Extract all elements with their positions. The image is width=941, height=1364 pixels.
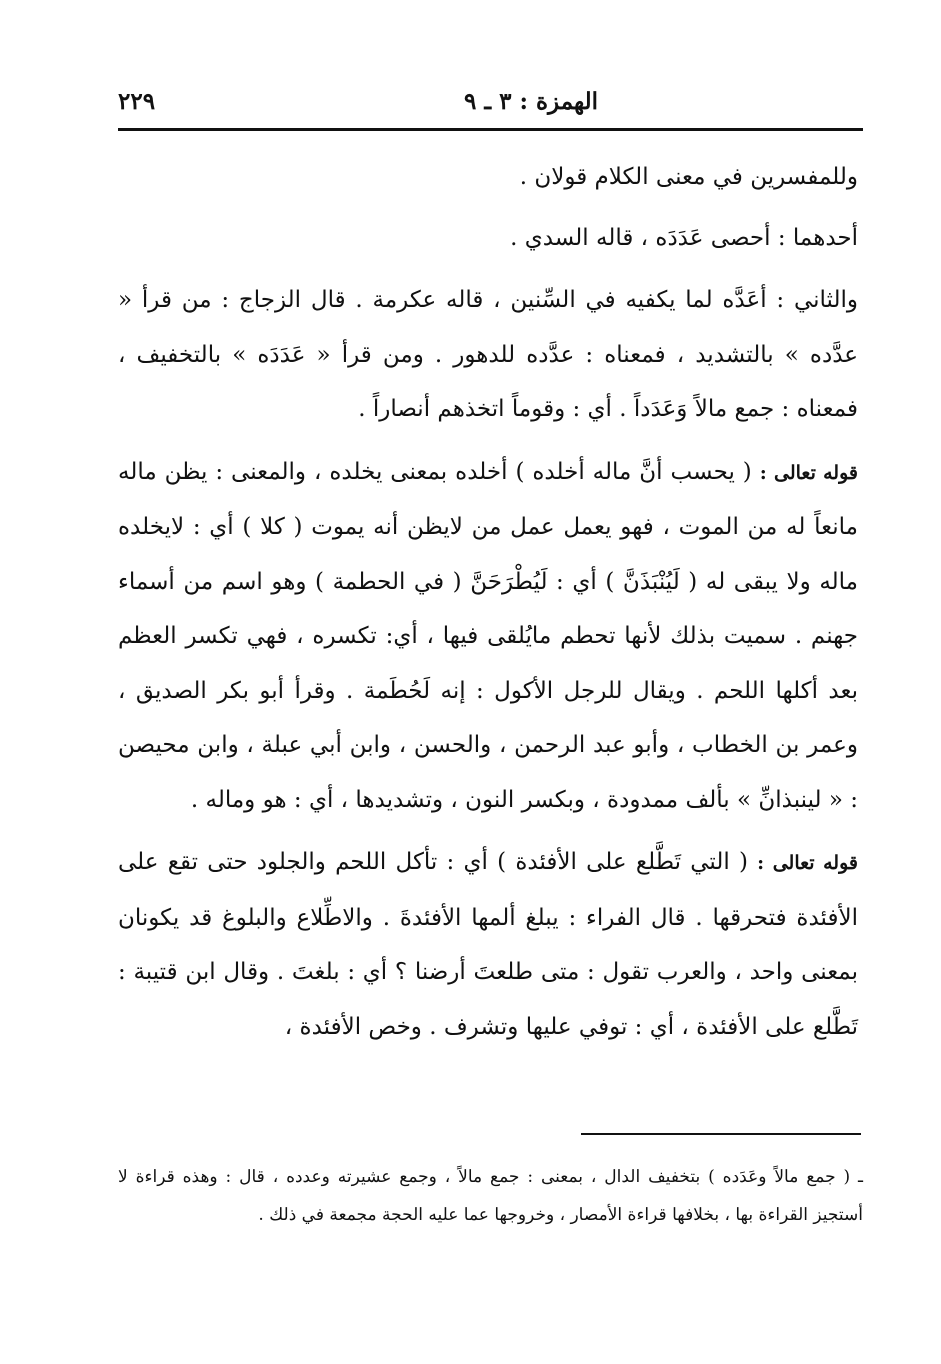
paragraph bbox=[118, 835, 858, 1054]
running-header bbox=[118, 88, 858, 124]
paragraph-text: ( التي تَطَّلع على الأفئدة ) أي : تأكل اللحم والجلود حتى تقع على الأفئدة فتحرقها . قال الفراء : يبلغ ألمها الأفئدةَ . والاطِّلاع والبلوغ قد يكونان بمعنى واحد ، والعرب تقول : متى طلعتَ أرضنا ؟ أي : بلغتَ . وقال ابن قتيبة : تَطَّلع على الأفئدة ، أي : توفي عليها وتشرف . وخص الأفئدة ، bbox=[118, 849, 858, 1040]
main-text bbox=[118, 150, 858, 1062]
paragraph bbox=[118, 445, 858, 828]
paragraph-text: والثاني : أعَدَّه لما يكفيه في السِّنين ، قاله عكرمة . قال الزجاج : من قرأ « عدَّده » بالتشديد ، فمعناه : عدَّده للدهور . ومن قرأ « عَدَدَه » بالتخفيف ، فمعناه : جمع مالاً وَعَدَداً . أي : وقوماً اتخذهم أنصاراً . bbox=[118, 287, 858, 422]
footnote: ـ ( جمع مالاً وعَدَده ) بتخفيف الدال ، بمعنى : جمع مالاً ، وجمع عشيرته وعدده ، قال : وهذه قراءة لا أستجيز القراءة بها ، بخلافها قراءة الأمصار ، وخروجها عما عليه الحجة مجمعة في ذلك . bbox=[118, 1167, 863, 1225]
header-rule bbox=[118, 128, 863, 131]
footnotes bbox=[118, 1158, 863, 1234]
paragraph bbox=[118, 211, 858, 266]
paragraph-text: ( يحسب أنَّ ماله أخلده ) أخلده بمعنى يخلده ، والمعنى : يظن ماله مانعاً له من الموت ، فهو يعمل عمل من لايظن أنه يموت ( كلا ) أي : لايخلده ماله ولا يبقى له ( لَيُنْبَذَنَّ ) أي : لَيُطْرَحَنَّ ( في الحطمة ) وهو اسم من أسماء جهنم . سميت بذلك لأنها تحطم مايُلقى فيها ، أي: تكسره ، فهي تكسر العظم بعد أكلها اللحم . ويقال للرجل الأكول : إنه لَحُطَمة . وقرأ أبو بكر الصديق ، وعمر بن الخطاب ، وأبو عبد الرحمن ، والحسن ، وابن أبي عبلة ، وابن محيصن : « لينبذانِّ » بألف ممدودة ، وبكسر النون ، وتشديدها ، أي : هو وماله . bbox=[118, 458, 858, 813]
paragraph bbox=[118, 150, 858, 205]
paragraph bbox=[118, 273, 858, 437]
footnote-rule bbox=[581, 1133, 861, 1135]
paragraph-text: وللمفسرين في معنى الكلام قولان . bbox=[519, 164, 858, 190]
page-number: ٢٢٩ bbox=[118, 88, 156, 115]
surah-reference: الهمزة : ٣ ـ ٩ bbox=[463, 88, 598, 115]
paragraph-lead: قوله تعالى : bbox=[759, 461, 858, 484]
paragraph-text: أحدهما : أحصى عَدَدَه ، قاله السدي . bbox=[510, 224, 858, 251]
paragraph-lead: قوله تعالى : bbox=[757, 852, 858, 874]
